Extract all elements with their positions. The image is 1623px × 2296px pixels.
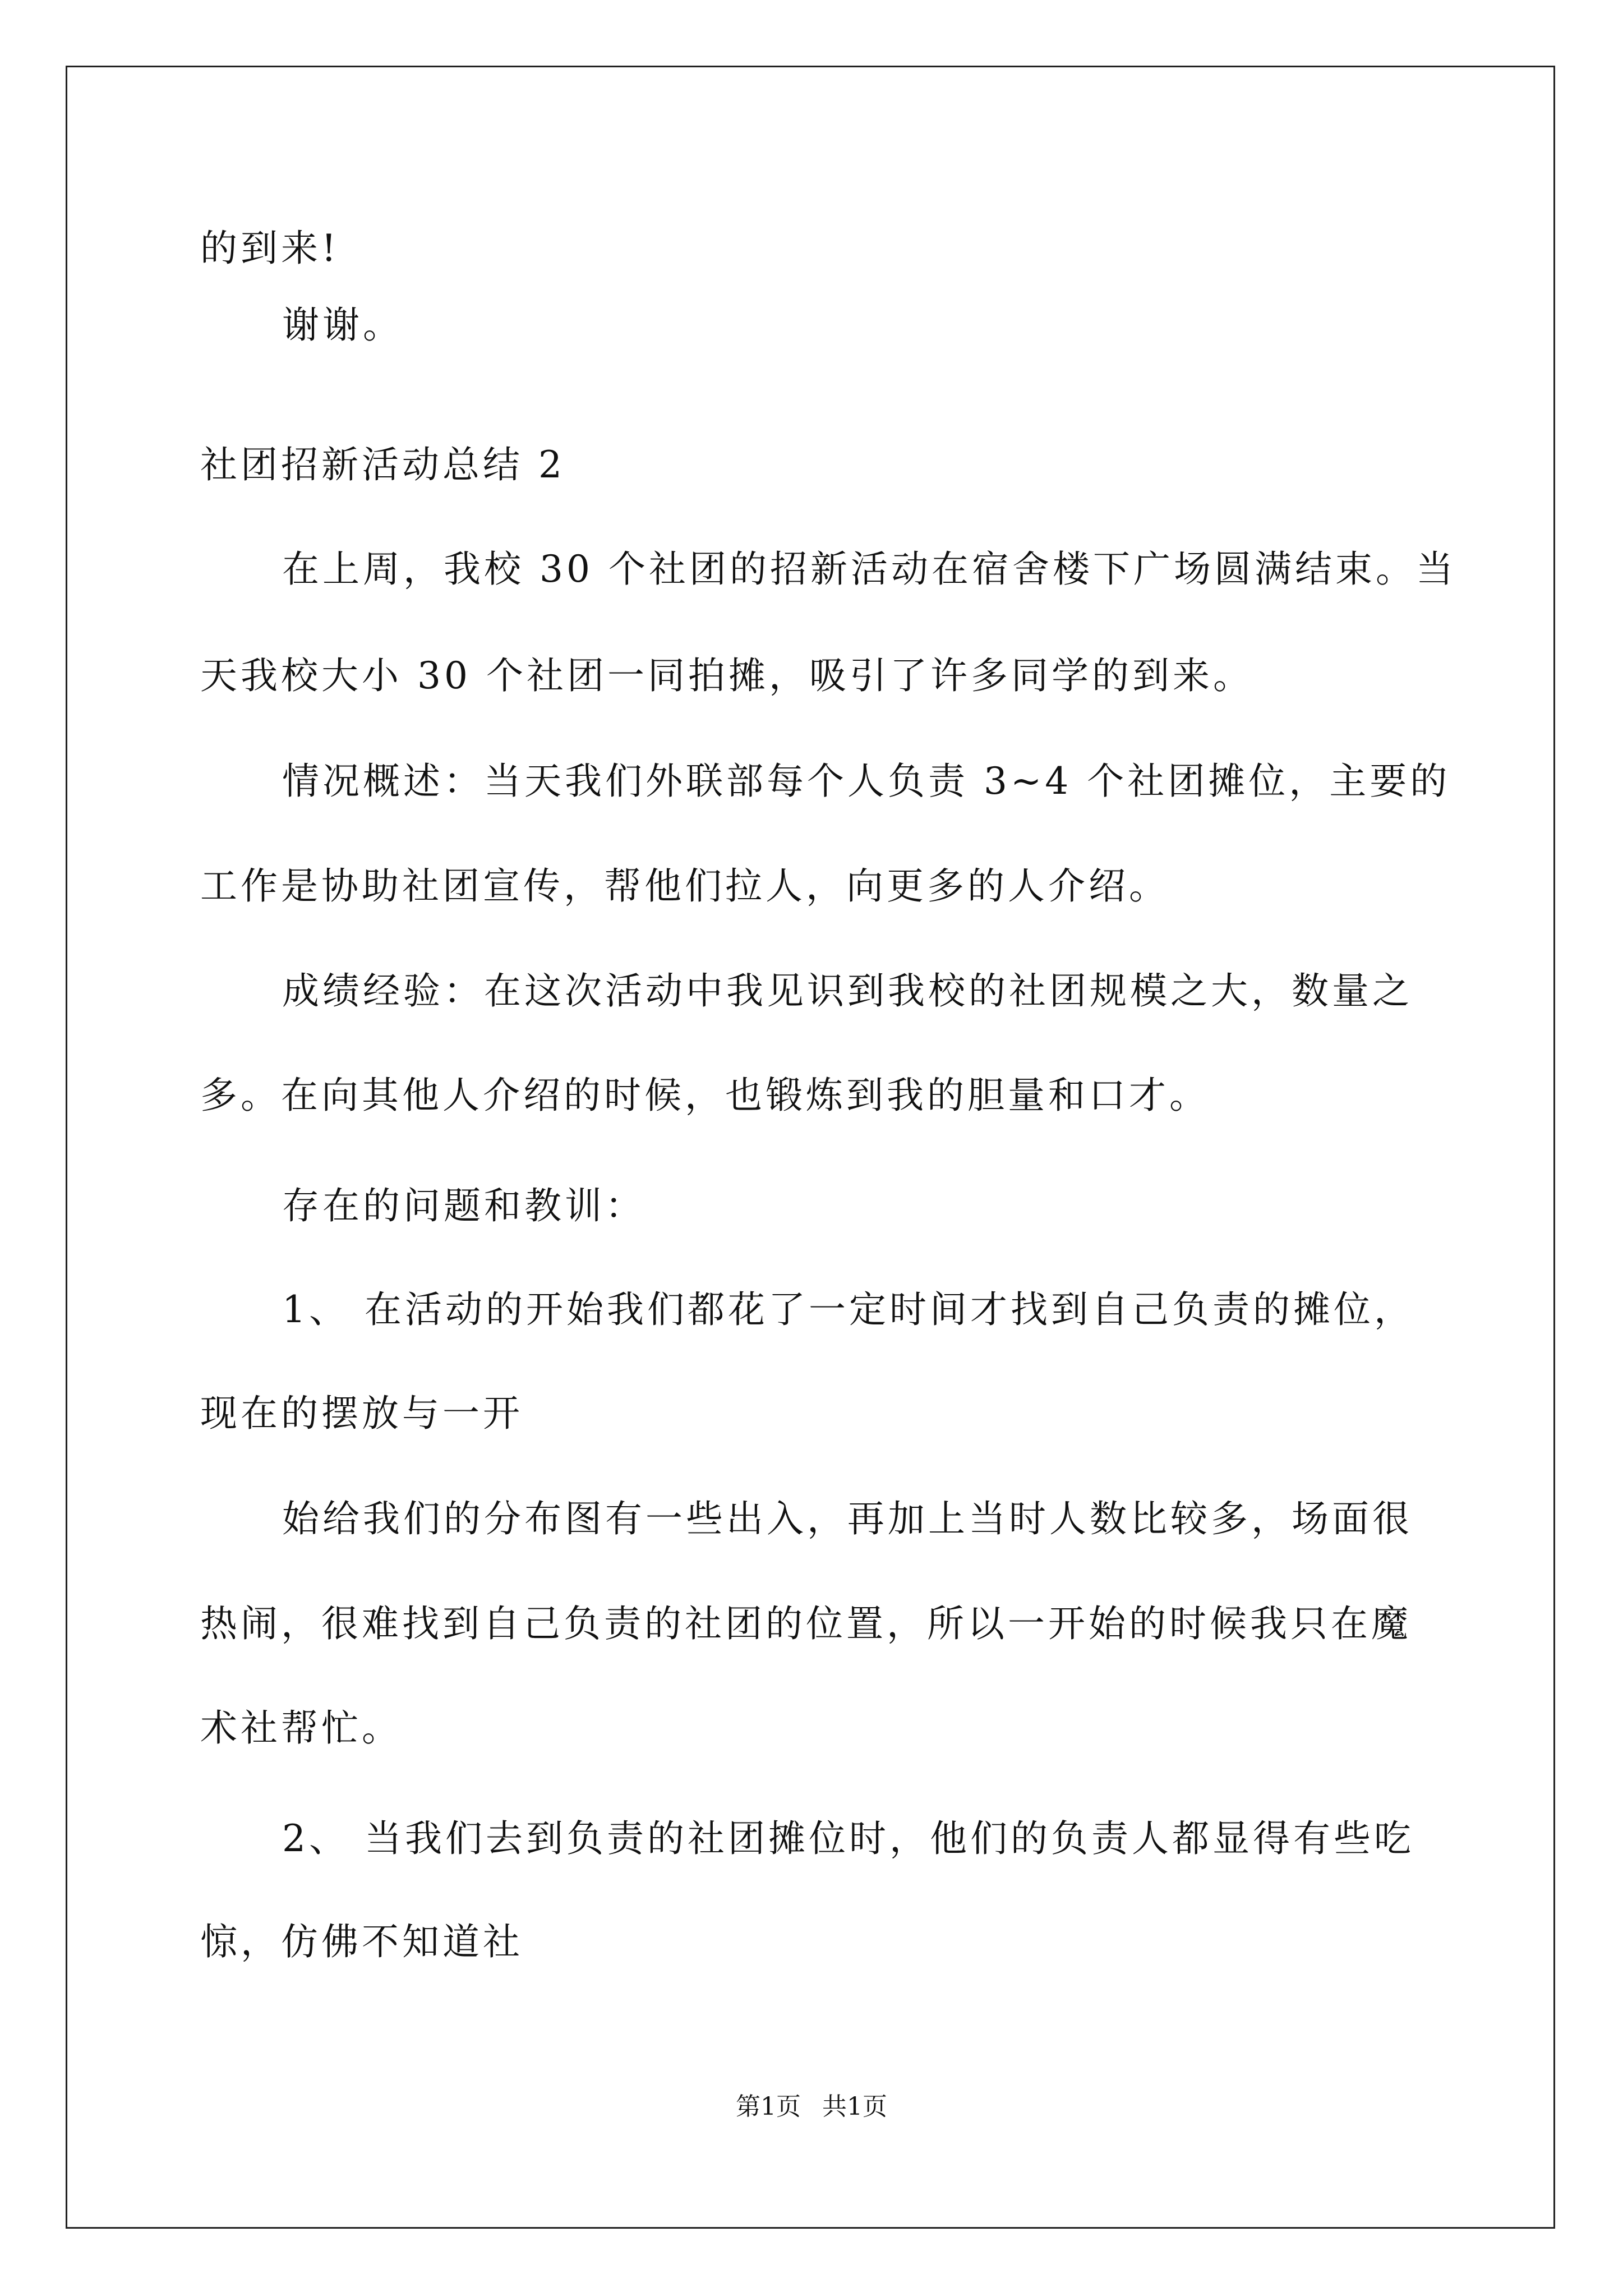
text-line: 情况概述：当天我们外联部每个人负责 3~4 个社团摊位，主要的 xyxy=(282,760,1451,803)
text-line: 的到来! xyxy=(200,227,340,270)
text-line: 热闹，很难找到自己负责的社团的位置，所以一开始的时候我只在魔 xyxy=(200,1602,1412,1645)
section-heading: 社团招新活动总结 2 xyxy=(200,443,565,486)
text-line: 惊，仿佛不知道社 xyxy=(200,1920,523,1963)
page-footer xyxy=(0,2091,1623,2123)
text-line: 多。在向其他人介绍的时候，也锻炼到我的胆量和口才。 xyxy=(200,1074,1210,1117)
page-border xyxy=(66,66,1555,2229)
text-line: 成绩经验：在这次活动中我见识到我校的社团规模之大，数量之 xyxy=(282,969,1413,1013)
text-line: 存在的问题和教训： xyxy=(282,1184,645,1227)
text-line: 谢谢。 xyxy=(282,303,403,347)
text-line: 1、 在活动的开始我们都花了一定时间才找到自己负责的摊位， xyxy=(282,1288,1414,1331)
text-line: 术社帮忙。 xyxy=(200,1706,402,1750)
text-line: 在上周，我校 30 个社团的招新活动在宿舍楼下广场圆满结束。当 xyxy=(282,547,1456,591)
text-line: 2、 当我们去到负责的社团摊位时，他们的负责人都显得有些吃 xyxy=(282,1817,1414,1860)
text-line: 天我校大小 30 个社团一同拍摊，吸引了许多同学的到来。 xyxy=(200,654,1253,697)
text-line: 始给我们的分布图有一些出入，再加上当时人数比较多，场面很 xyxy=(282,1497,1413,1540)
page-number: 第1页 xyxy=(736,2092,801,2121)
text-line: 工作是协助社团宣传，帮他们拉人，向更多的人介绍。 xyxy=(200,864,1169,908)
text-line: 现在的摆放与一开 xyxy=(200,1392,523,1435)
page-count: 共1页 xyxy=(822,2092,887,2121)
